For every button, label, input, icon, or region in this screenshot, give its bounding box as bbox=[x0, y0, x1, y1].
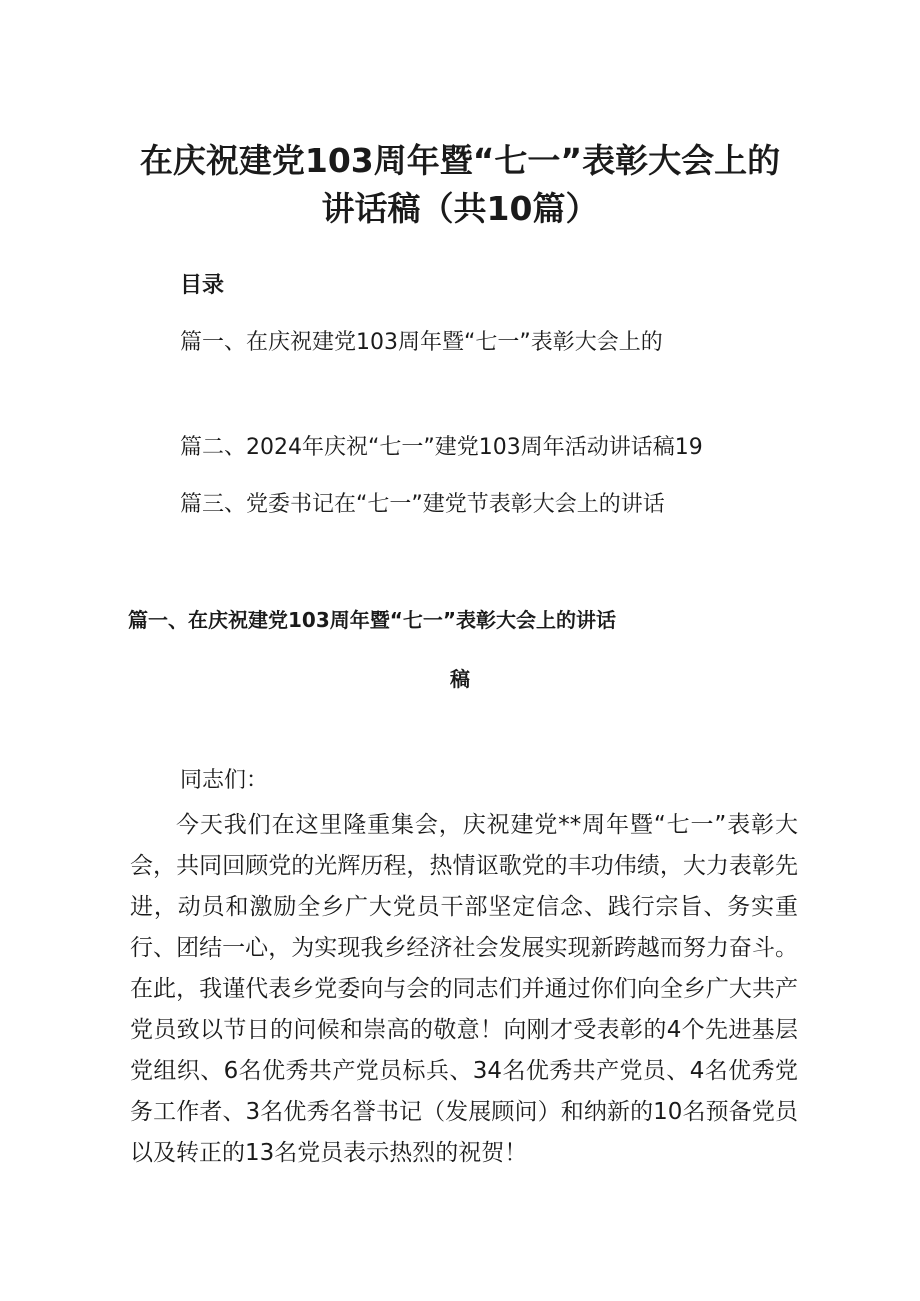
salutation: 同志们： bbox=[180, 768, 269, 793]
toc-item: 篇三、党委书记在“七一”建党节表彰大会上的讲话 bbox=[180, 492, 665, 517]
document-title-line-2: 讲话稿（共10篇） bbox=[321, 189, 599, 228]
document-title-line-1: 在庆祝建党103周年暨“七一”表彰大会上的 bbox=[139, 141, 781, 180]
toc-item: 篇二、2024年庆祝“七一”建党103周年活动讲话稿19 bbox=[180, 435, 703, 460]
section-heading-continuation: 稿 bbox=[450, 667, 470, 691]
toc-heading: 目录 bbox=[180, 273, 225, 298]
body-paragraph: 今天我们在这里隆重集会，庆祝建党**周年暨“七一”表彰大会，共同回顾党的光辉历程，热情讴歌党的丰功伟绩，大力表彰先进，动员和激励全乡广大党员干部坚定信念、践行宗旨、务实重行、团结一心，为实现我乡经济社会发展实现新跨越而努力奋斗。在此，我谨代表乡党委向与会的同志们并通过你们向全乡广大共产党员致以节日的问候和崇高的敬意！向刚才受表彰的4个先进基层党组织、6名优秀共产党员标兵、34名优秀共产党员、4名优秀党务工作者、3名优秀名誉书记（发展顾问）和纳新的10名预备党员以及转正的13名党员表示热烈的祝贺！ bbox=[130, 812, 798, 1166]
section-heading: 篇一、在庆祝建党103周年暨“七一”表彰大会上的讲话 bbox=[128, 608, 617, 632]
toc-item: 篇一、在庆祝建党103周年暨“七一”表彰大会上的 bbox=[180, 330, 663, 355]
